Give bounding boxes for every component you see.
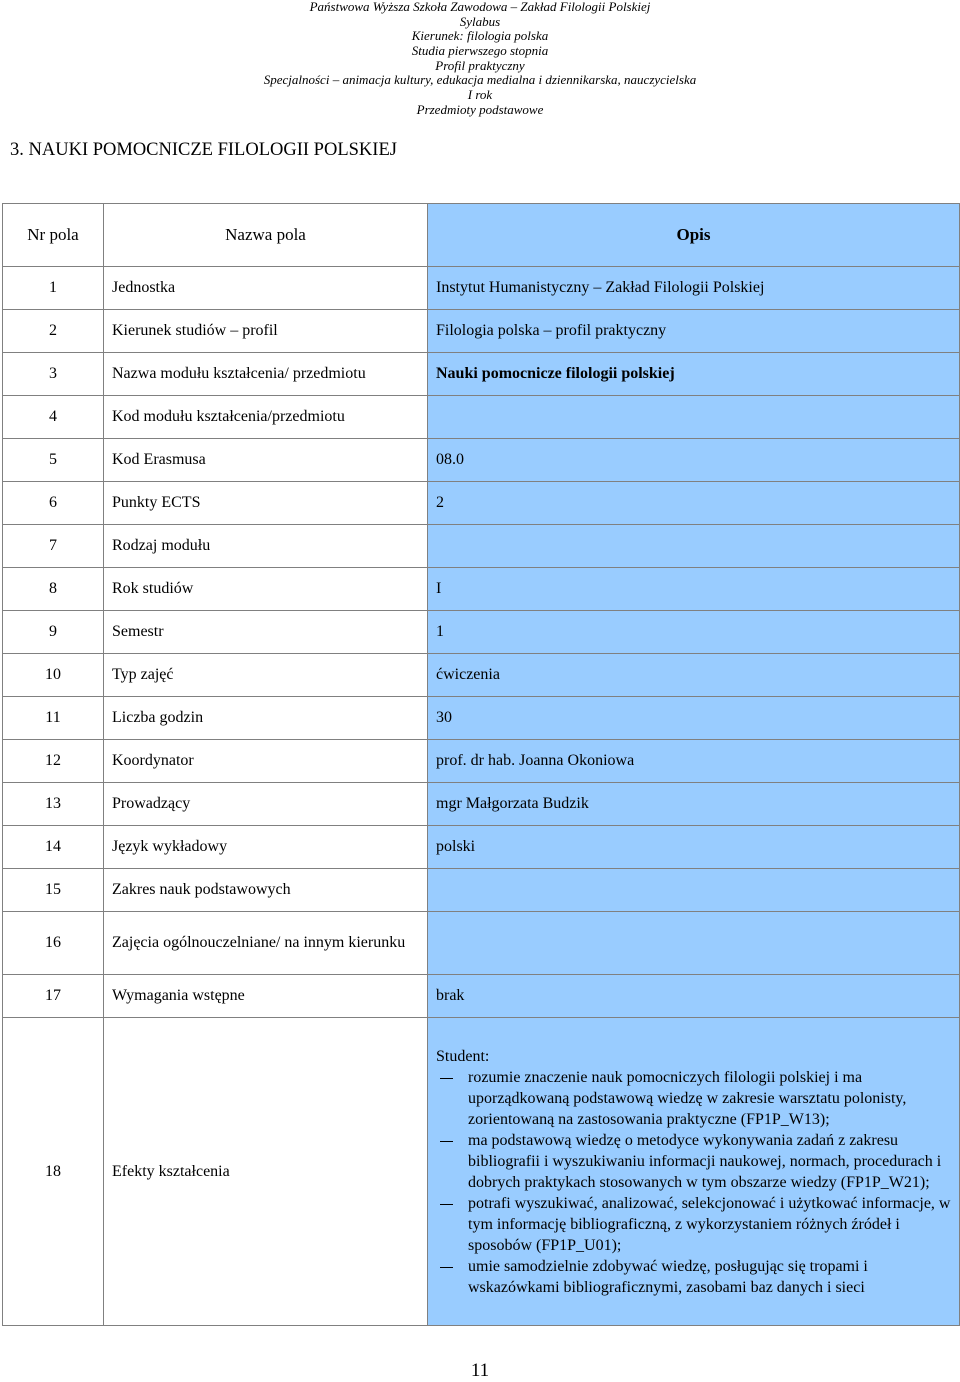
row-field-name: Zakres nauk podstawowych <box>104 869 428 912</box>
page-number: 11 <box>470 1360 490 1381</box>
effects-item-text: potrafi wyszukiwać, analizować, selekcjonować i użytkować informacje, w tym informację bibliograficzną, z wykorzystaniem różnych źródeł i sposobów (FP1P_U01); <box>468 1194 951 1254</box>
effects-item <box>436 1067 951 1130</box>
row-description: prof. dr hab. Joanna Okoniowa <box>428 740 960 783</box>
syllabus-table <box>2 203 960 1326</box>
header-kierunek: Kierunek: filologia polska <box>411 28 549 44</box>
table-row <box>3 267 960 310</box>
effects-item <box>436 1256 951 1298</box>
row-number: 6 <box>3 482 104 525</box>
row-field-name: Kierunek studiów – profil <box>104 310 428 353</box>
table-row <box>3 912 960 975</box>
row-number: 16 <box>3 912 104 975</box>
row-number: 3 <box>3 353 104 396</box>
row-description <box>428 912 960 975</box>
table-row <box>3 353 960 396</box>
table-row <box>3 396 960 439</box>
row-field-name: Kod modułu kształcenia/przedmiotu <box>104 396 428 439</box>
document-header <box>0 0 960 118</box>
row-description: mgr Małgorzata Budzik <box>428 783 960 826</box>
table-row <box>3 310 960 353</box>
header-opis: Opis <box>428 204 960 267</box>
row-number: 2 <box>3 310 104 353</box>
table-row <box>3 439 960 482</box>
row-number: 4 <box>3 396 104 439</box>
row-number: 18 <box>3 1018 104 1326</box>
section-title: 3. NAUKI POMOCNICZE FILOLOGII POLSKIEJ <box>10 140 397 160</box>
row-field-name: Typ zajęć <box>104 654 428 697</box>
row-description: ćwiczenia <box>428 654 960 697</box>
row-field-name: Punkty ECTS <box>104 482 428 525</box>
row-description: 1 <box>428 611 960 654</box>
row-number: 13 <box>3 783 104 826</box>
row-number: 12 <box>3 740 104 783</box>
row-field-name: Wymagania wstępne <box>104 975 428 1018</box>
header-specjalnosci: Specjalności – animacja kultury, edukacja medialna i dziennikarska, nauczycielska <box>263 72 697 88</box>
row-field-name: Rodzaj modułu <box>104 525 428 568</box>
row-number: 1 <box>3 267 104 310</box>
row-field-name: Prowadzący <box>104 783 428 826</box>
header-nazwa-pola: Nazwa pola <box>104 204 428 267</box>
row-description: brak <box>428 975 960 1018</box>
dash-bullet-icon <box>440 1204 453 1205</box>
row-description: 2 <box>428 482 960 525</box>
row-number: 14 <box>3 826 104 869</box>
table-row <box>3 482 960 525</box>
effects-description <box>428 1018 960 1326</box>
row-description <box>428 525 960 568</box>
table-row <box>3 568 960 611</box>
table-row <box>3 740 960 783</box>
row-field-name: Zajęcia ogólnouczelniane/ na innym kierunku <box>104 912 428 975</box>
dash-bullet-icon <box>440 1141 453 1142</box>
effects-item <box>436 1130 951 1193</box>
row-field-name: Kod Erasmusa <box>104 439 428 482</box>
table-row <box>3 611 960 654</box>
header-sylabus: Sylabus <box>459 13 501 29</box>
row-number: 5 <box>3 439 104 482</box>
dash-bullet-icon <box>440 1078 453 1079</box>
row-description <box>428 396 960 439</box>
row-description: 30 <box>428 697 960 740</box>
row-number: 8 <box>3 568 104 611</box>
dash-bullet-icon <box>440 1267 453 1268</box>
row-field-name: Koordynator <box>104 740 428 783</box>
effects-item-text: ma podstawową wiedzę o metodyce wykonywania zadań z zakresu bibliografii i wyszukiwaniu informacji naukowej, normach, procedurach i dobrych praktykach stosowanych w tym obszarze wiedzy (FP1P_W21); <box>468 1131 942 1191</box>
table-row <box>3 869 960 912</box>
header-studia: Studia pierwszego stopnia <box>411 43 549 59</box>
row-description <box>428 869 960 912</box>
header-institution: Państwowa Wyższa Szkoła Zawodowa – Zakład Filologii Polskiej <box>309 0 651 14</box>
table-row-effects <box>3 1018 960 1326</box>
row-description: I <box>428 568 960 611</box>
table-row <box>3 525 960 568</box>
header-rok: I rok <box>467 87 493 103</box>
row-number: 11 <box>3 697 104 740</box>
table-row <box>3 826 960 869</box>
row-description: polski <box>428 826 960 869</box>
header-profil: Profil praktyczny <box>435 57 525 73</box>
row-description: Filologia polska – profil praktyczny <box>428 310 960 353</box>
row-number: 9 <box>3 611 104 654</box>
row-description: Nauki pomocnicze filologii polskiej <box>428 353 960 396</box>
table-row <box>3 697 960 740</box>
row-number: 7 <box>3 525 104 568</box>
row-number: 10 <box>3 654 104 697</box>
effects-item <box>436 1193 951 1256</box>
table-row <box>3 975 960 1018</box>
effects-list <box>436 1067 951 1298</box>
row-field-name: Nazwa modułu kształcenia/ przedmiotu <box>104 353 428 396</box>
table-row <box>3 654 960 697</box>
effects-item-text: umie samodzielnie zdobywać wiedzę, posługując się tropami i wskazówkami bibliograficznymi, zasobami baz danych i sieci <box>468 1257 868 1296</box>
row-field-name: Liczba godzin <box>104 697 428 740</box>
row-field-name: Efekty kształcenia <box>104 1018 428 1326</box>
row-field-name: Semestr <box>104 611 428 654</box>
row-field-name: Rok studiów <box>104 568 428 611</box>
row-description: Instytut Humanistyczny – Zakład Filologii Polskiej <box>428 267 960 310</box>
row-number: 17 <box>3 975 104 1018</box>
header-przedmioty: Przedmioty podstawowe <box>416 101 544 117</box>
effects-intro: Student: <box>436 1047 490 1065</box>
table-header-row <box>3 204 960 267</box>
effects-item-text: rozumie znaczenie nauk pomocniczych filologii polskiej i ma uporządkowaną podstawową wiedzę w zakresie warsztatu polonisty, zorientowaną na zastosowania praktyczne (FP1P_W13); <box>468 1068 907 1128</box>
row-number: 15 <box>3 869 104 912</box>
header-nr-pola: Nr pola <box>3 204 104 267</box>
row-field-name: Język wykładowy <box>104 826 428 869</box>
row-field-name: Jednostka <box>104 267 428 310</box>
table-row <box>3 783 960 826</box>
row-description: 08.0 <box>428 439 960 482</box>
